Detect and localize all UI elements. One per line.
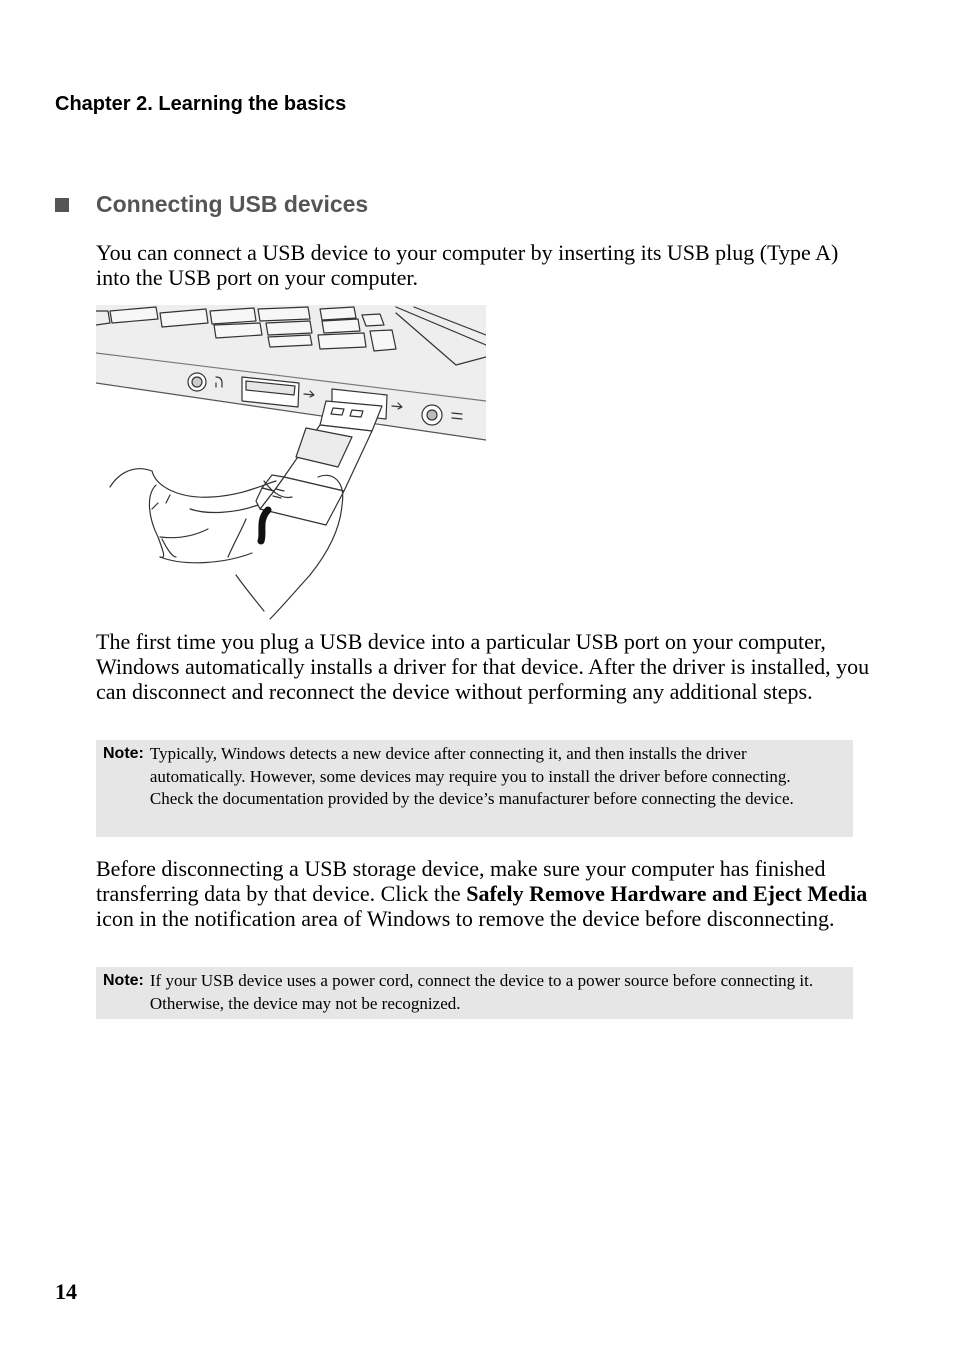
note-box: [96, 967, 853, 1019]
note-label: Note:: [103, 972, 144, 989]
disconnect-text-end: icon in the notification area of Windows to remove the device before disconnecting.: [96, 906, 835, 931]
note-label: Note:: [103, 745, 144, 762]
note-text: Typically, Windows detects a new device after connecting it, and then installs the driver automatically. However, some devices may require you to install the driver before connecting. Check the documentation provided by the device’s manufacturer before connecting the device.: [149, 744, 794, 809]
usb-connection-illustration: [96, 305, 486, 621]
note-text: If your USB device uses a power cord, connect the device to a power source before connecting it. Otherwise, the device may not be recognized.: [149, 971, 814, 1013]
note-box: [96, 740, 853, 837]
section-title: Connecting USB devices: [96, 191, 369, 217]
page-number: 14: [55, 1279, 77, 1304]
disconnect-paragraph: [96, 856, 871, 931]
intro-paragraph: You can connect a USB device to your computer by inserting its USB plug (Type A) into the USB port on your computer.: [96, 240, 839, 290]
first-time-paragraph: The first time you plug a USB device into a particular USB port on your computer, Windows automatically installs a driver for that device. After the driver is installed, you can disconnect and reconnect the device without performing any additional steps.: [96, 629, 870, 704]
square-bullet-icon: [55, 198, 69, 212]
chapter-title: Chapter 2. Learning the basics: [55, 93, 347, 115]
disconnect-text-start: Before disconnecting a USB storage device, make sure your computer has finished transferring data by that device. Click the: [96, 856, 826, 906]
safely-remove-hardware-term: Safely Remove Hardware and Eject Media: [466, 881, 868, 906]
section-heading: [55, 191, 368, 218]
